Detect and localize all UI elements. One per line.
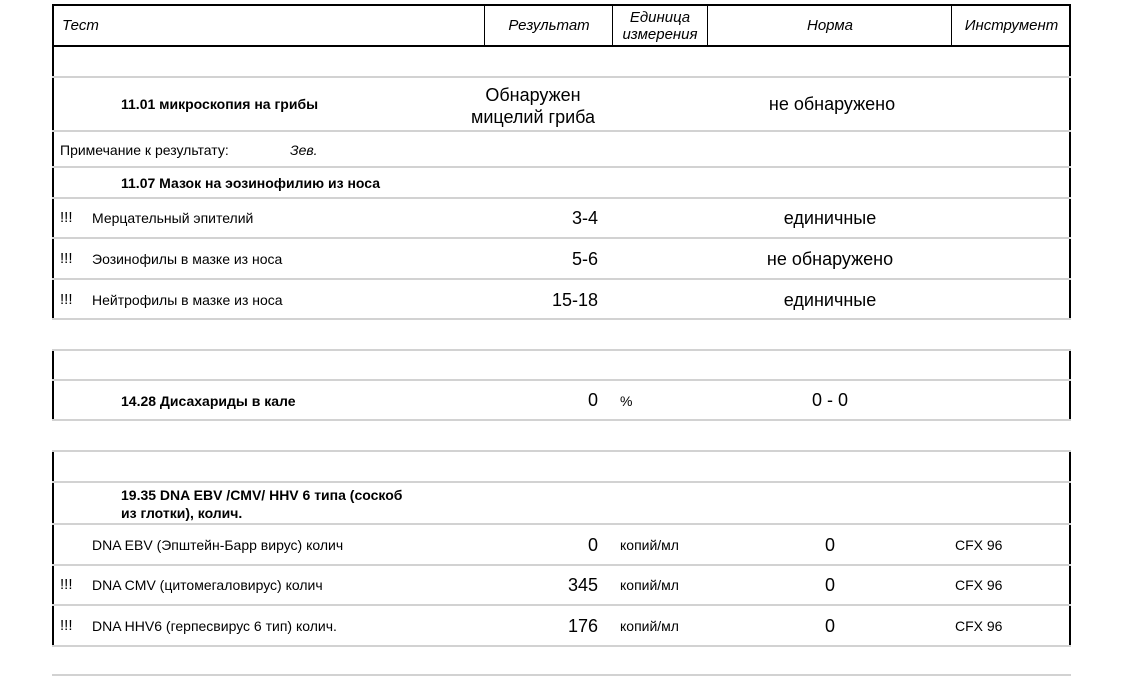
header-instrument: Инструмент: [964, 17, 1059, 34]
test-title-eosin: 11.07 Мазок на эозинофилию из носа: [121, 175, 381, 191]
test-title-dna: [121, 486, 402, 522]
row-divider: [52, 278, 1071, 280]
row-divider: [52, 481, 1071, 483]
test-norm: 0: [824, 535, 835, 555]
header-unit-line2: измерения: [622, 25, 698, 43]
test-name: Эозинофилы в мазке из носа: [92, 251, 283, 267]
test-title-disach: 14.28 Дисахариды в кале: [121, 393, 296, 409]
norm-disach: 0 - 0: [811, 390, 849, 410]
header-unit-line1: Единица: [629, 8, 691, 26]
abnormal-flag: !!!: [60, 291, 73, 308]
row-divider: [52, 379, 1071, 381]
test-result: 0: [587, 535, 598, 555]
result-disach: 0: [587, 390, 598, 410]
test-norm: единичные: [783, 290, 877, 310]
test-title-fungi: 11.01 микроскопия на грибы: [121, 96, 319, 112]
abnormal-flag: !!!: [60, 576, 73, 593]
note-label: Примечание к результату:: [60, 142, 229, 158]
norm-fungi: не обнаружено: [768, 94, 896, 114]
header-unit: [613, 6, 707, 45]
test-title-dna-line2: из глотки), колич.: [121, 505, 243, 521]
abnormal-flag: !!!: [60, 209, 73, 226]
row-divider: [52, 318, 1071, 320]
test-result: 345: [567, 575, 598, 595]
test-result: 15-18: [551, 290, 598, 310]
test-name: Мерцательный эпителий: [92, 210, 254, 226]
row-divider: [52, 419, 1071, 421]
row-divider: [52, 645, 1071, 647]
test-name: DNA EBV (Эпштейн-Барр вирус) колич: [92, 537, 344, 553]
row-divider: [52, 237, 1071, 239]
test-name: DNA HHV6 (герпесвирус 6 тип) колич.: [92, 618, 337, 634]
test-result: 3-4: [571, 208, 598, 228]
test-result: 5-6: [571, 249, 598, 269]
test-unit: копий/мл: [620, 577, 679, 593]
test-unit: копий/мл: [620, 537, 679, 553]
test-instrument: CFX 96: [955, 577, 1003, 593]
header-norm: Норма: [807, 17, 853, 34]
row-divider: [52, 166, 1071, 168]
test-norm: 0: [824, 616, 835, 636]
test-instrument: CFX 96: [955, 537, 1003, 553]
test-norm: 0: [824, 575, 835, 595]
test-instrument: CFX 96: [955, 618, 1003, 634]
test-unit: копий/мл: [620, 618, 679, 634]
row-divider: [52, 564, 1071, 566]
row-divider: [52, 604, 1071, 606]
row-divider: [52, 197, 1071, 199]
unit-disach: %: [620, 393, 633, 409]
test-name: Нейтрофилы в мазке из носа: [92, 292, 283, 308]
row-divider: [52, 76, 1071, 78]
test-norm: единичные: [783, 208, 877, 228]
result-fungi-line1: Обнаружен: [485, 85, 581, 105]
table-header: [52, 4, 1071, 47]
abnormal-flag: !!!: [60, 250, 73, 267]
abnormal-flag: !!!: [60, 617, 73, 634]
test-norm: не обнаружено: [766, 249, 894, 269]
header-test: Тест: [62, 17, 99, 34]
test-name: DNA CMV (цитомегаловирус) колич: [92, 577, 323, 593]
result-fungi-line2: мицелий гриба: [470, 107, 596, 127]
row-divider: [52, 523, 1071, 525]
note-value: Зев.: [290, 142, 318, 158]
row-divider: [52, 130, 1071, 132]
header-result: Результат: [508, 17, 590, 34]
test-title-dna-line1: 19.35 DNA EBV /CMV/ HHV 6 типа (соскоб: [121, 487, 403, 503]
test-result: 176: [567, 616, 598, 636]
result-fungi: [458, 84, 608, 128]
